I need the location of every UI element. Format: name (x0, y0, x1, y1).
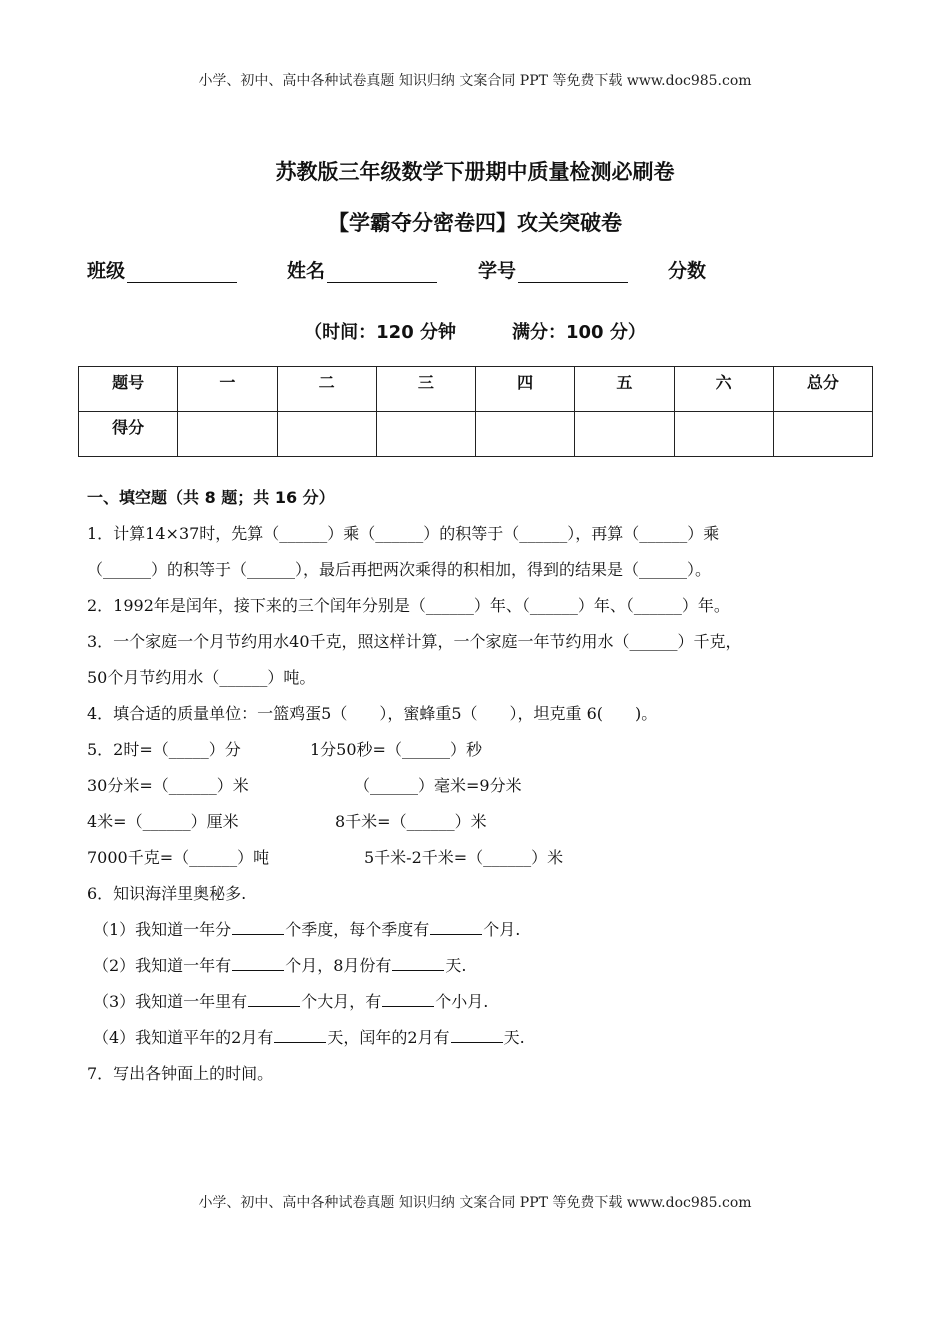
q5-item: （______）毫米=9分米 (354, 776, 522, 795)
question-5-row-4 (87, 840, 867, 876)
score-table-header: 二 (277, 367, 376, 412)
question-6-part-2 (87, 948, 867, 984)
exam-subtitle: 【学霸夺分密卷四】攻关突破卷 (328, 211, 622, 235)
answer-blank[interactable] (382, 988, 434, 1007)
score-table-header: 五 (575, 367, 674, 412)
score-cell[interactable] (773, 412, 872, 457)
q6-text: 个月. (483, 920, 521, 939)
question-6-part-4 (87, 1020, 867, 1056)
name-blank[interactable] (327, 262, 437, 283)
q5-item: 5千米-2千米=（______）米 (364, 848, 564, 867)
class-blank[interactable] (127, 262, 237, 283)
question-6: 6．知识海洋里奥秘多. (87, 884, 247, 903)
q6-text: （1）我知道一年分 (93, 920, 232, 939)
q6-text: 天，闰年的2月有 (327, 1028, 450, 1047)
question-5-row-2 (87, 768, 867, 804)
score-table (78, 366, 873, 457)
q6-text: 个季度，每个季度有 (285, 920, 430, 939)
q6-text: （3）我知道一年里有 (93, 992, 248, 1011)
q5-item: 1分50秒=（______）秒 (310, 740, 482, 759)
answer-blank[interactable] (232, 916, 284, 935)
answer-blank[interactable] (451, 1024, 503, 1043)
score-table-header: 总分 (773, 367, 872, 412)
question-1-line-1: 1．计算14×37时，先算（______）乘（______）的积等于（______），再算（______）乘 (87, 524, 720, 543)
answer-blank[interactable] (232, 952, 284, 971)
question-1-line-2: （______）的积等于（______），最后再把两次乘得的积相加，得到的结果是（______）。 (87, 560, 712, 579)
question-5-row-3 (87, 804, 867, 840)
q6-text: （2）我知道一年有 (93, 956, 232, 975)
question-3-line-2: 50个月节约用水（______）吨。 (87, 668, 316, 687)
name-label: 姓名 (287, 260, 326, 282)
score-cell[interactable] (674, 412, 773, 457)
question-section (87, 480, 867, 1092)
class-label: 班级 (87, 260, 126, 282)
answer-blank[interactable] (274, 1024, 326, 1043)
answer-blank[interactable] (248, 988, 300, 1007)
q5-item: 7000千克=（______）吨 (87, 848, 270, 867)
answer-blank[interactable] (430, 916, 482, 935)
q6-text: 天. (445, 956, 467, 975)
q6-text: 天. (503, 1028, 525, 1047)
score-table-header: 三 (376, 367, 475, 412)
score-cell[interactable] (178, 412, 277, 457)
q5-item: 8千米=（______）米 (335, 812, 487, 831)
question-6-part-3 (87, 984, 867, 1020)
q6-text: 个月，8月份有 (285, 956, 392, 975)
score-table-row (79, 412, 873, 457)
score-table-header: 六 (674, 367, 773, 412)
question-7: 7．写出各钟面上的时间。 (87, 1064, 274, 1083)
q6-text: 个大月，有 (301, 992, 382, 1011)
id-blank[interactable] (518, 262, 628, 283)
score-label: 分数 (668, 260, 707, 282)
time-text: （时间：120 分钟 (304, 322, 456, 343)
question-3-line-1: 3．一个家庭一个月节约用水40千克，照这样计算，一个家庭一年节约用水（______）千克， (87, 632, 742, 651)
question-4: 4．填合适的质量单位：一篮鸡蛋5（ ），蜜蜂重5（ ），坦克重 6( )。 (87, 704, 658, 723)
score-field (668, 256, 706, 283)
q5-item: 5．2时=（_____）分 (87, 740, 241, 759)
score-cell[interactable] (376, 412, 475, 457)
score-table-header-row (79, 367, 873, 412)
q5-item: 30分米=（______）米 (87, 776, 249, 795)
section-title: 一、填空题（共 8 题；共 16 分） (87, 488, 335, 507)
id-field[interactable] (478, 256, 628, 283)
q6-text: （4）我知道平年的2月有 (93, 1028, 274, 1047)
page-footer: 小学、初中、高中各种试卷真题 知识归纳 文案合同 PPT 等免费下载 www.doc985.com (198, 1195, 752, 1211)
exam-title: 苏教版三年级数学下册期中质量检测必刷卷 (275, 160, 675, 184)
q6-text: 个小月. (435, 992, 489, 1011)
score-table-header: 一 (178, 367, 277, 412)
score-table-header: 题号 (79, 367, 178, 412)
answer-blank[interactable] (392, 952, 444, 971)
score-cell[interactable] (575, 412, 674, 457)
score-row-label: 得分 (79, 412, 178, 457)
name-field[interactable] (287, 256, 437, 283)
score-cell[interactable] (476, 412, 575, 457)
full-score-text: 满分：100 分） (512, 322, 646, 343)
class-field[interactable] (87, 256, 237, 283)
q5-item: 4米=（______）厘米 (87, 812, 239, 831)
question-2: 2．1992年是闰年，接下来的三个闰年分别是（______）年、（______）年、（______）年。 (87, 596, 730, 615)
score-cell[interactable] (277, 412, 376, 457)
time-limit (0, 318, 950, 344)
question-5-row-1 (87, 732, 867, 768)
question-6-part-1 (87, 912, 867, 948)
id-label: 学号 (478, 260, 517, 282)
page-header: 小学、初中、高中各种试卷真题 知识归纳 文案合同 PPT 等免费下载 www.doc985.com (198, 73, 752, 89)
score-table-header: 四 (476, 367, 575, 412)
